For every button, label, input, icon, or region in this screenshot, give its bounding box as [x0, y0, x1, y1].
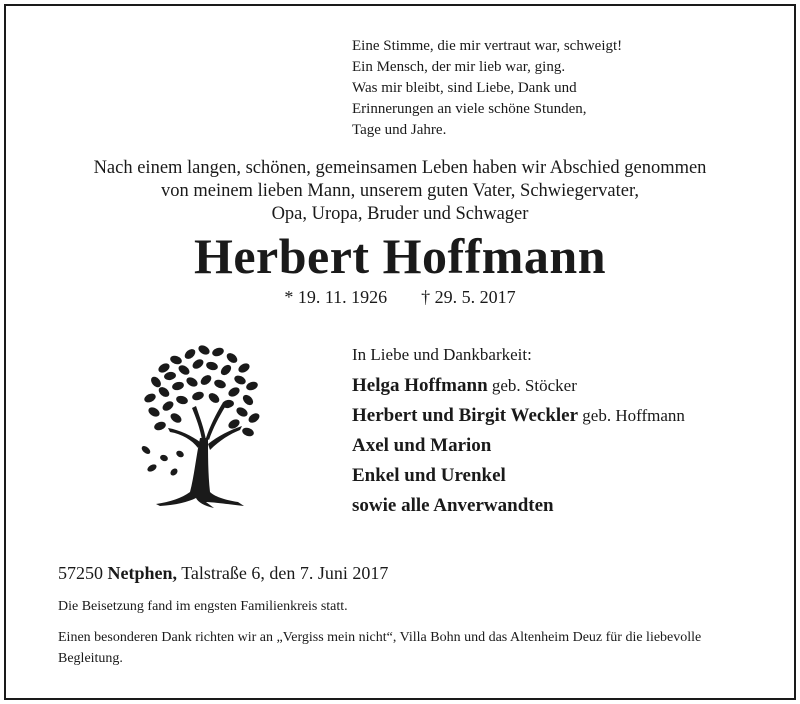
address-city: Netphen,: [107, 563, 178, 583]
life-dates: [0, 287, 800, 308]
mourner-name: Axel und Marion: [352, 435, 492, 456]
mourners-list: [352, 343, 685, 521]
mourner-name: Helga Hoffmann: [352, 375, 488, 396]
address-zip: 57250: [58, 563, 108, 583]
mourner-name: Herbert und Birgit Weckler: [352, 405, 579, 426]
poem-line: Ein Mensch, der mir lieb war, ging.: [352, 59, 566, 75]
address-rest: Talstraße 6, den 7. Juni 2017: [177, 563, 389, 583]
death-date: † 29. 5. 2017: [421, 287, 516, 307]
mourner-name: sowie alle Anverwandten: [352, 495, 554, 516]
mourner-name: Enkel und Urenkel: [352, 465, 506, 486]
intro-line: Opa, Uropa, Bruder und Schwager: [271, 204, 529, 224]
intro-text: [0, 157, 800, 226]
burial-note: Die Beisetzung fand im engsten Familienkreis statt.: [58, 599, 348, 614]
mourner-row: [352, 461, 685, 491]
poem-line: Tage und Jahre.: [352, 122, 447, 138]
poem-line: Was mir bleibt, sind Liebe, Dank und: [352, 80, 577, 96]
intro-line: Nach einem langen, schönen, gemeinsamen Leben haben wir Abschied genommen: [93, 158, 707, 178]
address-line: [58, 563, 388, 584]
mourner-row: [352, 371, 685, 401]
thanks-note: Einen besonderen Dank richten wir an „Vergiss mein nicht“, Villa Bohn und das Altenheim Deuz für die liebevolle Begleitung.: [58, 630, 702, 666]
birth-date: * 19. 11. 1926: [284, 287, 388, 307]
intro-line: von meinem lieben Mann, unserem guten Vater, Schwiegervater,: [160, 181, 639, 201]
deceased-name: Herbert Hoffmann: [193, 228, 607, 284]
mourner-suffix: geb. Stöcker: [487, 376, 577, 395]
tree-of-life-icon: [134, 342, 266, 512]
mourner-row: [352, 491, 685, 521]
poem: [352, 36, 622, 141]
mourner-row: [352, 431, 685, 461]
mourners-lead: In Liebe und Dankbarkeit:: [352, 345, 532, 364]
mourner-row: [352, 401, 685, 431]
mourner-suffix: geb. Hoffmann: [578, 406, 685, 425]
poem-line: Erinnerungen an viele schöne Stunden,: [352, 101, 587, 117]
poem-line: Eine Stimme, die mir vertraut war, schweigt!: [352, 38, 623, 54]
